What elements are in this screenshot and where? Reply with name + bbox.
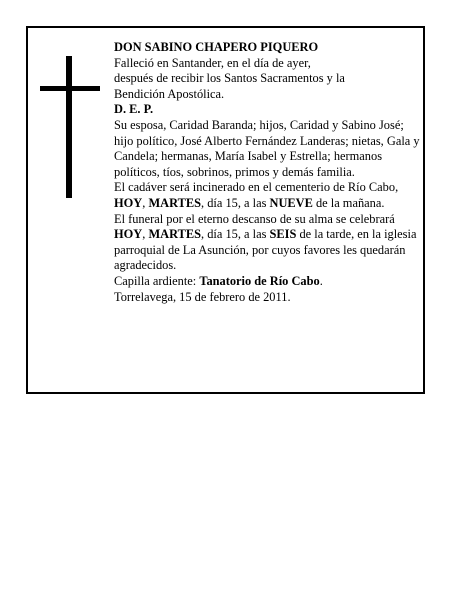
- cremation-text-1: El cadáver será incinerado en el cementerio de Río Cabo,: [114, 180, 399, 195]
- funeral-paragraph: [114, 212, 420, 274]
- cremation-hour: NUEVE: [269, 195, 313, 210]
- family-paragraph: Su esposa, Caridad Baranda; hijos, Caridad y Sabino José; hijo político, José Alberto Fernández Landeras; nietas, Gala y Candela; hermanas, María Isabel y Estrella; hermanos políticos, tíos, sobrinos, primos y demás familia.: [114, 117, 420, 179]
- cremation-text-2: ,: [142, 195, 149, 210]
- funeral-text-1: El funeral por el eterno descanso de su alma se celebrará: [114, 211, 395, 226]
- notice-text: [114, 40, 420, 305]
- funeral-text-3: , día 15, a las: [201, 227, 270, 242]
- funeral-hour: SEIS: [269, 227, 297, 242]
- cremation-today: HOY: [114, 195, 143, 210]
- funeral-day: MARTES: [148, 227, 202, 242]
- place-date: Torrelavega, 15 de febrero de 2011.: [114, 289, 291, 304]
- death-line-1: Falleció en Santander, en el día de ayer,: [114, 55, 311, 70]
- cremation-text-3: , día 15, a las: [201, 195, 270, 210]
- cross-vertical-bar: [66, 56, 72, 198]
- chapel-place: Tanatorio de Río Cabo: [199, 273, 320, 288]
- deceased-name: DON SABINO CHAPERO PIQUERO: [114, 40, 319, 54]
- cross-horizontal-bar: [40, 86, 100, 91]
- chapel-end: .: [319, 273, 323, 288]
- obituary-notice: [26, 26, 425, 394]
- funeral-text-2: ,: [142, 227, 149, 242]
- chapel-label: Capilla ardiente:: [114, 273, 200, 288]
- rip-text: D. E. P.: [114, 102, 154, 117]
- cremation-paragraph: [114, 180, 420, 211]
- cross-icon: [40, 56, 100, 198]
- chapel-line: [114, 274, 420, 290]
- funeral-text-4: de la tarde, en la iglesia parroquial de La Asunción, por cuyos favores les quedarán agradecidos.: [114, 227, 417, 273]
- cremation-text-4: de la mañana.: [312, 195, 385, 210]
- cremation-day: MARTES: [148, 195, 202, 210]
- death-line-2: después de recibir los Santos Sacramentos y la: [114, 71, 345, 86]
- death-line-3: Bendición Apostólica.: [114, 86, 225, 101]
- funeral-today: HOY: [114, 227, 143, 242]
